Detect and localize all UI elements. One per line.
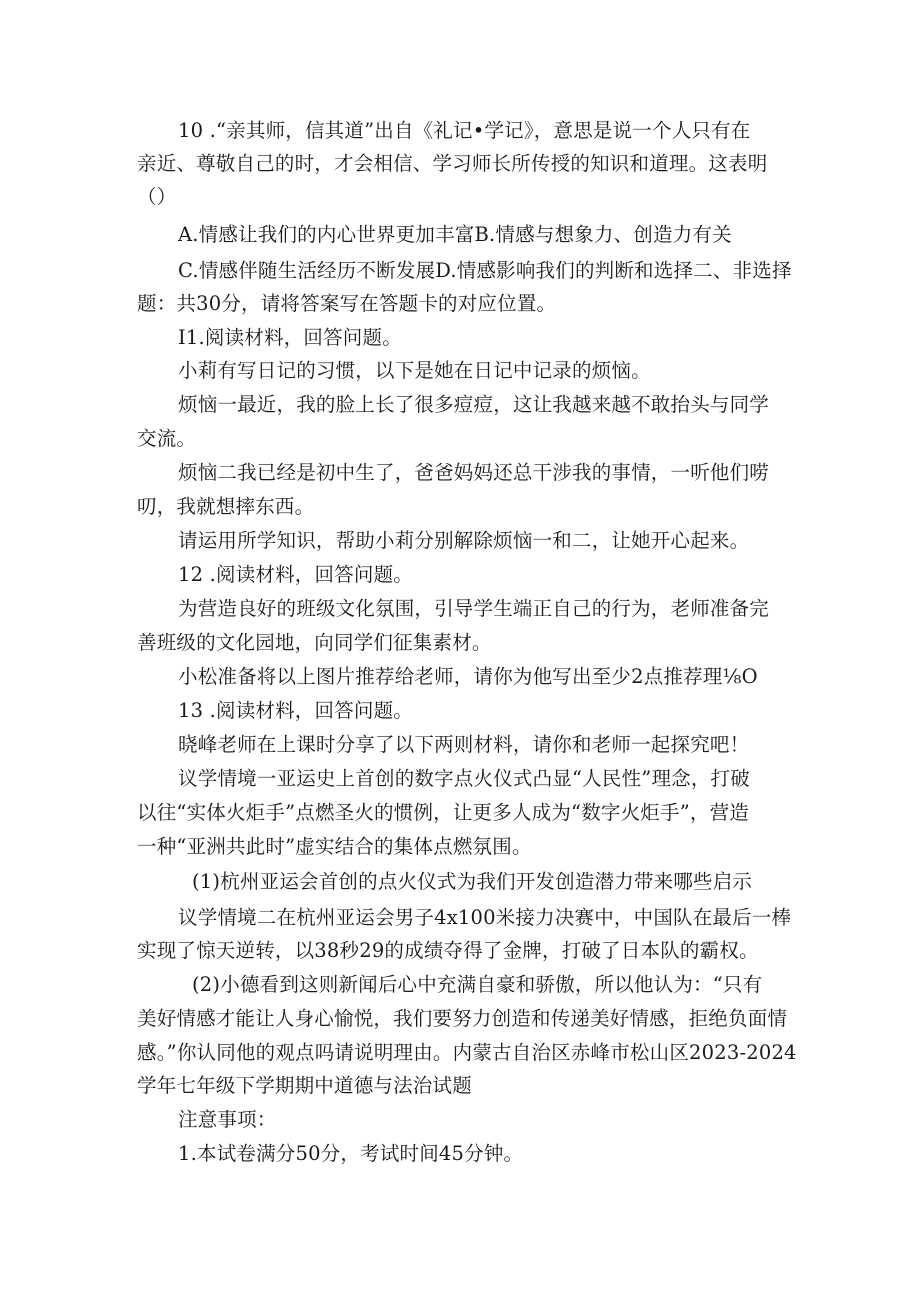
option-c-d: C.情感伴随生活经历不断发展D.情感影响我们的判断和选择二、非选择 [178, 259, 792, 282]
question-12-material-line-1: 为营造良好的班级文化氛围，引导学生端正自己的行为，老师准备完 [178, 597, 770, 620]
worry-two-line-2: 叨，我就想摔东西。 [137, 495, 315, 518]
question-13-intro: 晓峰老师在上课时分享了以下两则材料，请你和老师一起探究吧！ [178, 733, 750, 756]
scenario-one-line-1: 议学情境一亚运史上首创的数字点火仪式凸显“人民性”理念，打破 [178, 767, 750, 790]
section-instructions: 题：共30分，请将答案写在答题卡的对应位置。 [137, 292, 557, 315]
sub-question-2-line-2: 美好情感才能让人身心愉悦，我们要努力创造和传递美好情感，拒绝负面情 [137, 1007, 788, 1030]
worry-two-line-1: 烦恼二我已经是初中生了，爸爸妈妈还总干涉我的事情，一听他们唠 [178, 461, 770, 484]
question-11-intro: 小莉有写日记的习惯，以下是她在日记中记录的烦恼。 [178, 359, 651, 382]
notes-heading: 注意事项： [178, 1108, 277, 1131]
sub-question-1: (1)杭州亚运会首创的点火仪式为我们开发创造潜力带来哪些启示 [192, 870, 753, 893]
question-13-title: 13 .阅读材料，回答问题。 [178, 699, 414, 722]
question-12-title: 12 .阅读材料，回答问题。 [178, 563, 414, 586]
question-11-title: I1.阅读材料，回答问题。 [178, 326, 402, 349]
sub-question-2-line-1: (2)小德看到这则新闻后心中充满自豪和骄傲，所以他认为：“只有 [192, 973, 763, 996]
scenario-one-line-2: 以往“实体火炬手”点燃圣火的惯例，让更多人成为“数字火炬手”，营造 [137, 801, 749, 824]
note-item-1: 1.本试卷满分50分，考试时间45分钟。 [178, 1142, 524, 1165]
question-12-task: 小松准备将以上图片推荐给老师，请你为他写出至少2点推荐理⅛O [178, 665, 758, 688]
scenario-two-line-1: 议学情境二在杭州亚运会男子4x100米接力决赛中，中国队在最后一棒 [178, 906, 792, 929]
worry-one-line-1: 烦恼一最近，我的脸上长了很多痘痘，这让我越来越不敢抬头与同学 [178, 393, 770, 416]
question-11-task: 请运用所学知识，帮助小莉分别解除烦恼一和二，让她开心起来。 [178, 529, 750, 552]
sub-question-2-line-3: 感。”你认同他的观点吗请说明理由。内蒙古自治区赤峰市松山区2023-2024 [137, 1041, 797, 1064]
question-10-bracket: （） [137, 185, 177, 208]
scenario-one-line-3: 一种“亚洲共此时”虚实结合的集体点燃氛围。 [137, 835, 532, 858]
question-10-line-2: 亲近、尊敬自己的时，才会相信、学习师长所传授的知识和道理。这表明 [137, 152, 768, 175]
option-a-b: A.情感让我们的内心世界更加丰富B.情感与想象力、创造力有关 [178, 223, 732, 246]
scenario-two-line-2: 实现了惊天逆转，以38秒29的成绩夺得了金牌，打破了日本队的霸权。 [137, 939, 759, 962]
question-10-line-1: 10 .“亲其师，信其道”出自《礼记•学记》，意思是说一个人只有在 [178, 119, 751, 142]
exam-title: 学年七年级下学期期中道德与法治试题 [137, 1074, 472, 1097]
question-12-material-line-2: 善班级的文化园地，向同学们征集素材。 [137, 631, 492, 654]
worry-one-line-2: 交流。 [137, 427, 197, 450]
